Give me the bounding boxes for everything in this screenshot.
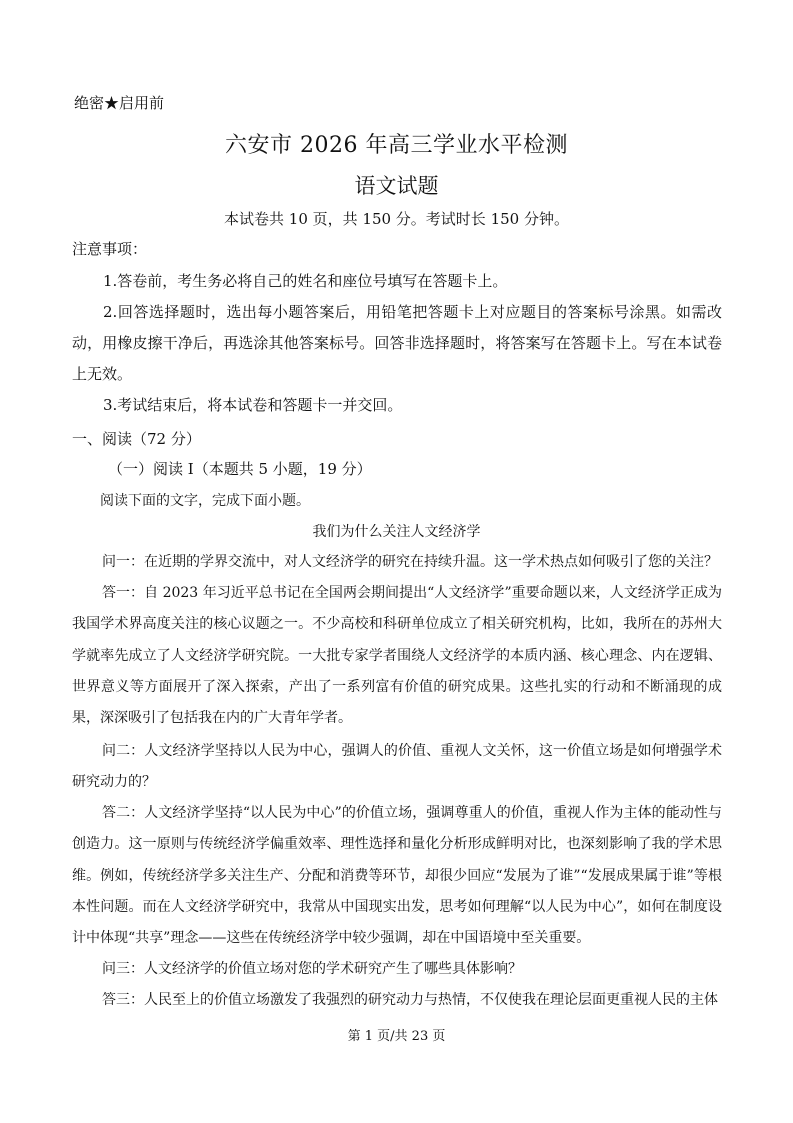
- notice-item: 2.回答选择题时，选出每小题答案后，用铅笔把答题卡上对应题目的答案标号涂黑。如需改动，用橡皮擦干净后，再选涂其他答案标号。回答非选择题时，将答案写在答题卡上。写在本试卷上无效。: [72, 303, 722, 383]
- article-paragraph: 问三：人文经济学的价值立场对您的学术研究产生了哪些具体影响？: [102, 961, 522, 977]
- article-paragraph: 答一：自 2023 年习近平总书记在全国两会期间提出“人文经济学”重要命题以来，人文经济学正成为我国学术界高度关注的核心议题之一。不少高校和科研单位成立了相关研究机构，比如，我所在的苏州大学就率先成立了人文经济学研究院。一大批专家学者围绕人文经济学的本质内涵、核心理念、内在逻辑、世界意义等方面展开了深入探索，产出了一系列富有价值的研究成果。这些扎实的行动和不断涌现的成果，深深吸引了包括我在内的广大青年学者。: [72, 585, 722, 727]
- section-heading: 一、阅读（72 分）: [72, 430, 201, 448]
- subsection-heading: （一）阅读 I（本题共 5 小题，19 分）: [108, 460, 372, 478]
- exam-info: 本试卷共 10 页，共 150 分。考试时长 150 分钟。: [224, 210, 569, 228]
- article-paragraph: 答二：人文经济学坚持“以人民为中心”的价值立场，强调尊重人的价值，重视人作为主体的能动性与创造力。这一原则与传统经济学偏重效率、理性选择和量化分析形成鲜明对比，也深刻影响了我的学术思维。例如，传统经济学多关注生产、分配和消费等环节，却很少回应“发展为了谁”“发展成果属于谁”等根本性问题。而在人文经济学研究中，我常从中国现实出发，思考如何理解“以人民为中心”，如何在制度设计中体现“共享”理念——这些在传统经济学中较少强调，却在中国语境中至关重要。: [72, 805, 722, 947]
- notice-item: 3.考试结束后，将本试卷和答题卡一并交回。: [103, 396, 403, 414]
- exam-title: 六安市 2026 年高三学业水平检测: [225, 133, 568, 158]
- article-paragraph: 问一：在近期的学界交流中，对人文经济学的研究在持续升温。这一学术热点如何吸引了您的关注？: [102, 554, 718, 570]
- notice-item: 1.答卷前，考生务必将自己的姓名和座位号填写在答题卡上。: [103, 272, 508, 290]
- article-paragraph: 答三：人民至上的价值立场激发了我强烈的研究动力与热情，不仅使我在理论层面更重视人民的主体: [102, 992, 718, 1008]
- confidential-label: 绝密★启用前: [74, 94, 165, 112]
- exam-subtitle: 语文试题: [354, 174, 439, 198]
- notice-heading: 注意事项：: [72, 240, 148, 258]
- reading-instruction: 阅读下面的文字，完成下面小题。: [100, 493, 310, 509]
- article-title: 我们为什么关注人文经济学: [312, 524, 481, 540]
- page-number: 第 1 页/共 23 页: [347, 1029, 446, 1044]
- article-paragraph: 问二：人文经济学坚持以人民为中心，强调人的价值、重视人文关怀，这一价值立场是如何增强学术研究动力的？: [72, 743, 722, 791]
